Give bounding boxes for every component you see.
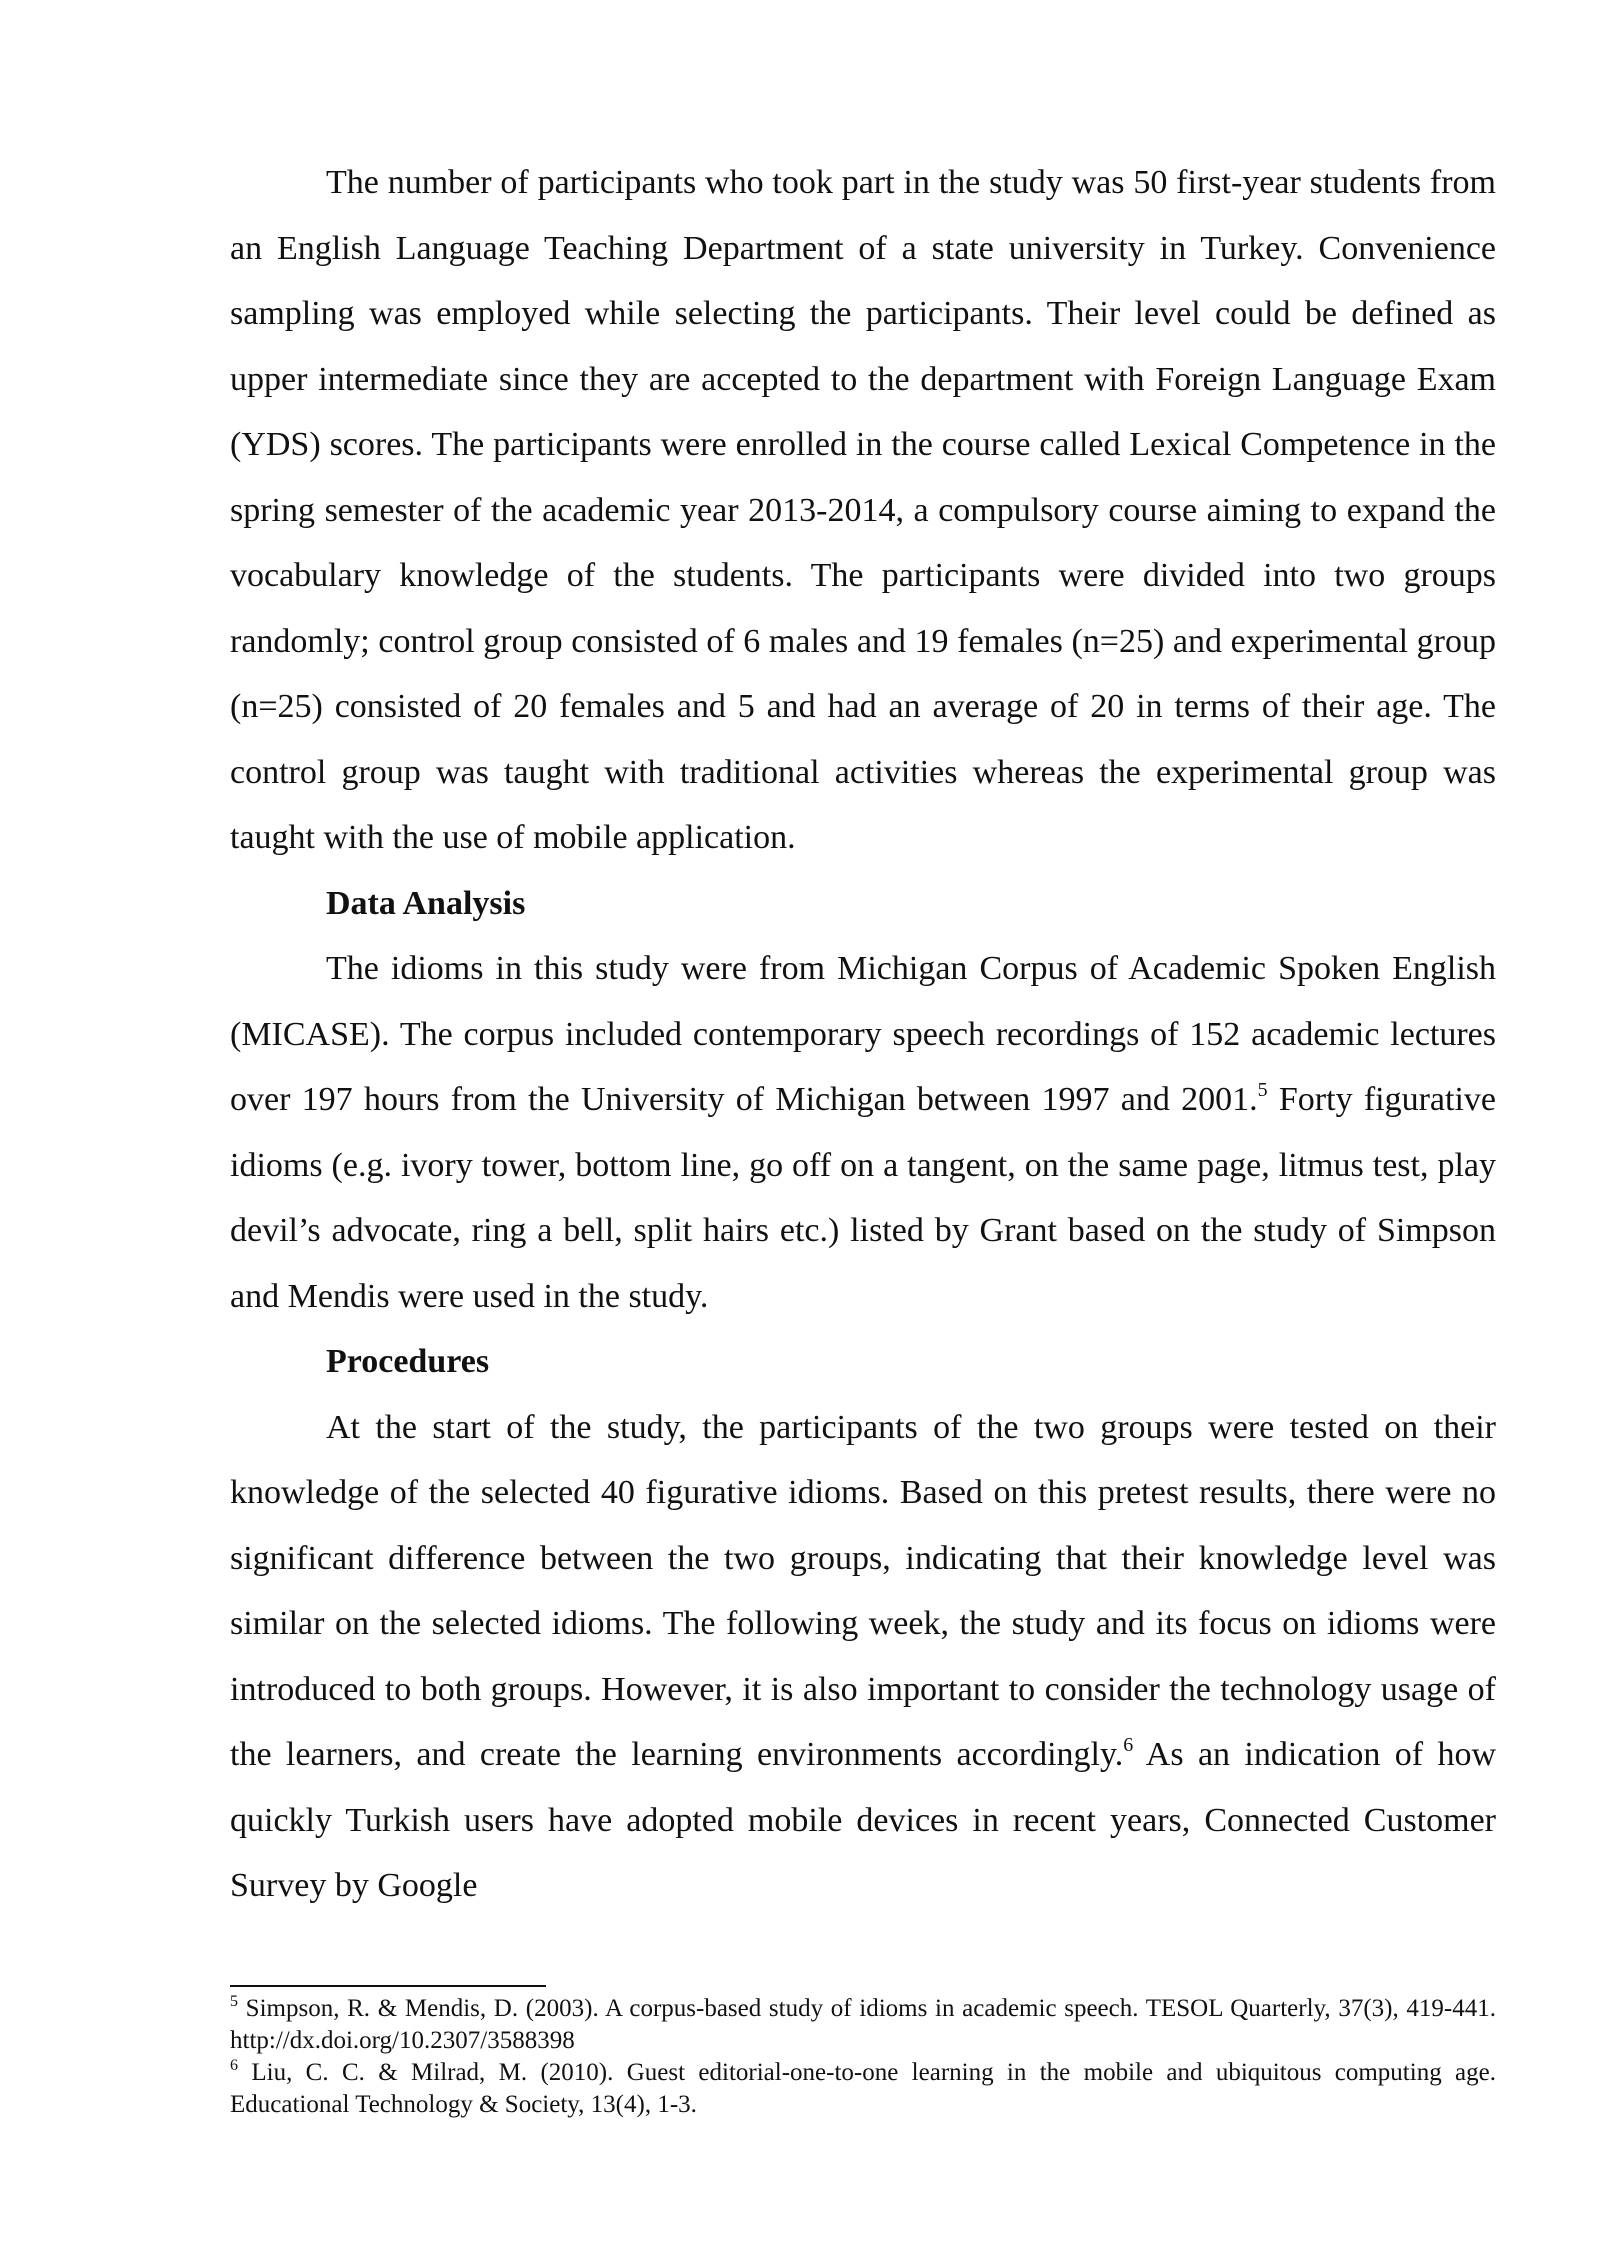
footnote-text: Liu, C. C. & Milrad, M. (2010). Guest editorial-one-to-one learning in the mobile and ubiquitous computing age. Educational Technology & Society, 13(4), 1-3. (230, 2059, 1496, 2118)
paragraph-data-analysis-part1: The idioms in this study were from Michigan Corpus of Academic Spoken English (MICASE). The corpus included contemporary speech recordings of 152 academic lectures over 197 hours from the University of Michigan between 1997 and 2001. (230, 950, 1496, 1118)
page-body (230, 150, 1496, 1919)
paragraph-procedures-part2: As an indication of how quickly Turkish users have adopted mobile devices in recent years, Connected Customer Survey by Google (230, 1736, 1496, 1904)
footnote-ref-6[interactable]: 6 (1123, 1734, 1134, 1756)
paragraph-procedures (230, 1395, 1496, 1919)
paragraph-participants: The number of participants who took part in the study was 50 first-year students from an English Language Teaching Department of a state university in Turkey. Convenience sampling was employed while selecting the participants. Their level could be defined as upper intermediate since they are accepted to the department with Foreign Language Exam (YDS) scores. The participants were enrolled in the course called Lexical Competence in the spring semester of the academic year 2013-2014, a compulsory course aiming to expand the vocabulary knowledge of the students. The participants were divided into two groups randomly; control group consisted of 6 males and 19 females (n=25) and experimental group (n=25) consisted of 20 females and 5 and had an average of 20 in terms of their age. The control group was taught with traditional activities whereas the experimental group was taught with the use of mobile application. (230, 164, 1496, 856)
footnote-5 (230, 1993, 1496, 2057)
paragraph-data-analysis (230, 936, 1496, 1329)
heading-procedures: Procedures (326, 1343, 490, 1380)
paragraph-data-analysis-part2: Forty figurative idioms (e.g. ivory tower, bottom line, go off on a tangent, on the same page, litmus test, play devil’s advocate, ring a bell, split hairs etc.) listed by Grant based on the study of Simpson and Mendis were used in the study. (230, 1081, 1497, 1315)
paragraph-procedures-part1: At the start of the study, the participants of the two groups were tested on their knowledge of the selected 40 figurative idioms. Based on this pretest results, there were no significant difference between the two groups, indicating that their knowledge level was similar on the selected idioms. The following week, the study and its focus on idioms were introduced to both groups. However, it is also important to consider the technology usage of the learners, and create the learning environments accordingly. (230, 1408, 1496, 1773)
footnote-6 (230, 2057, 1496, 2121)
footnotes (230, 1993, 1496, 2121)
body-text (230, 150, 1496, 1919)
footnote-text: Simpson, R. & Mendis, D. (2003). A corpus-based study of idioms in academic speech. TESOL Quarterly, 37(3), 419-441. http://dx.doi.org/10.2307/3588398 (230, 1995, 1496, 2054)
footnote-number: 6 (230, 2057, 238, 2074)
footnote-ref-5[interactable]: 5 (1257, 1079, 1268, 1101)
heading-data-analysis: Data Analysis (326, 884, 526, 922)
footnote-separator (230, 1985, 546, 1987)
footnote-number: 5 (230, 1993, 238, 2010)
